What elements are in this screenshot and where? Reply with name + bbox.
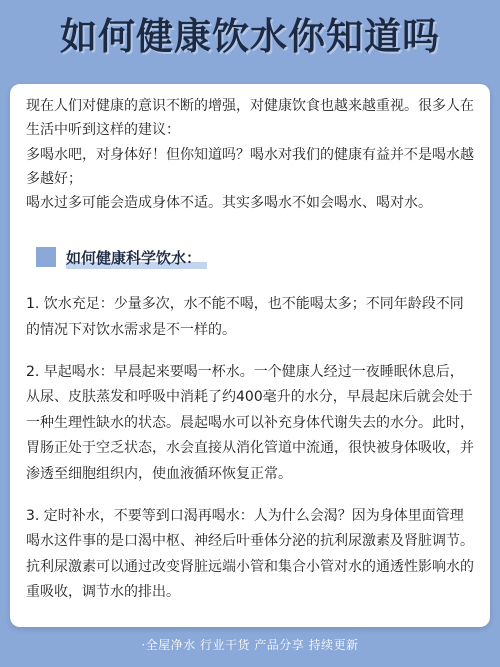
section-heading	[26, 242, 476, 272]
section-marker-icon	[36, 247, 56, 267]
content-card	[10, 84, 490, 627]
page-title: 如何健康饮水你知道吗	[60, 15, 440, 58]
list-item: 2. 早起喝水：早晨起来要喝一杯水。一个健康人经过一夜睡眠休息后，从尿、皮肤蒸发和呼吸中消耗了约400毫升的水分，早晨起床后就会处于一种生理性缺水的状态。晨起喝水可以补充身体代谢失去的水分。此时，胃肠正处于空乏状态，水会直接从消化管道中流通，很快被身体吸收，并渗透至细胞组织内，使血液循环恢复正常。	[26, 363, 474, 483]
intro-paragraph: 现在人们对健康的意识不断的增强，对健康饮食也越来越重视。很多人在生活中听到这样的建议：	[26, 98, 474, 139]
list-item: 1. 饮水充足：少量多次，水不能不喝，也不能喝太多；不同年龄段不同的情况下对饮水需求是不一样的。	[26, 296, 464, 339]
intro-paragraph: 多喝水吧，对身体好！但你知道吗？喝水对我们的健康有益并不是喝水越多越好；	[26, 146, 474, 187]
list-item: 3. 定时补水，不要等到口渴再喝水：人为什么会渴？因为身体里面管理喝水这件事的是口渴中枢、神经后叶垂体分泌的抗利尿激素及肾脏调节。抗利尿激素可以通过改变肾脏远端小管和集合小管对水的通透性影响水的重吸收，调节水的排出。	[26, 507, 474, 601]
section-title: 如何健康科学饮水：	[66, 248, 202, 267]
intro-paragraph: 喝水过多可能会造成身体不适。其实多喝水不如会喝水、喝对水。	[26, 195, 432, 212]
footer-tagline: ·全屋净水 行业干货 产品分享 持续更新	[141, 638, 359, 652]
intro-text	[26, 94, 476, 215]
